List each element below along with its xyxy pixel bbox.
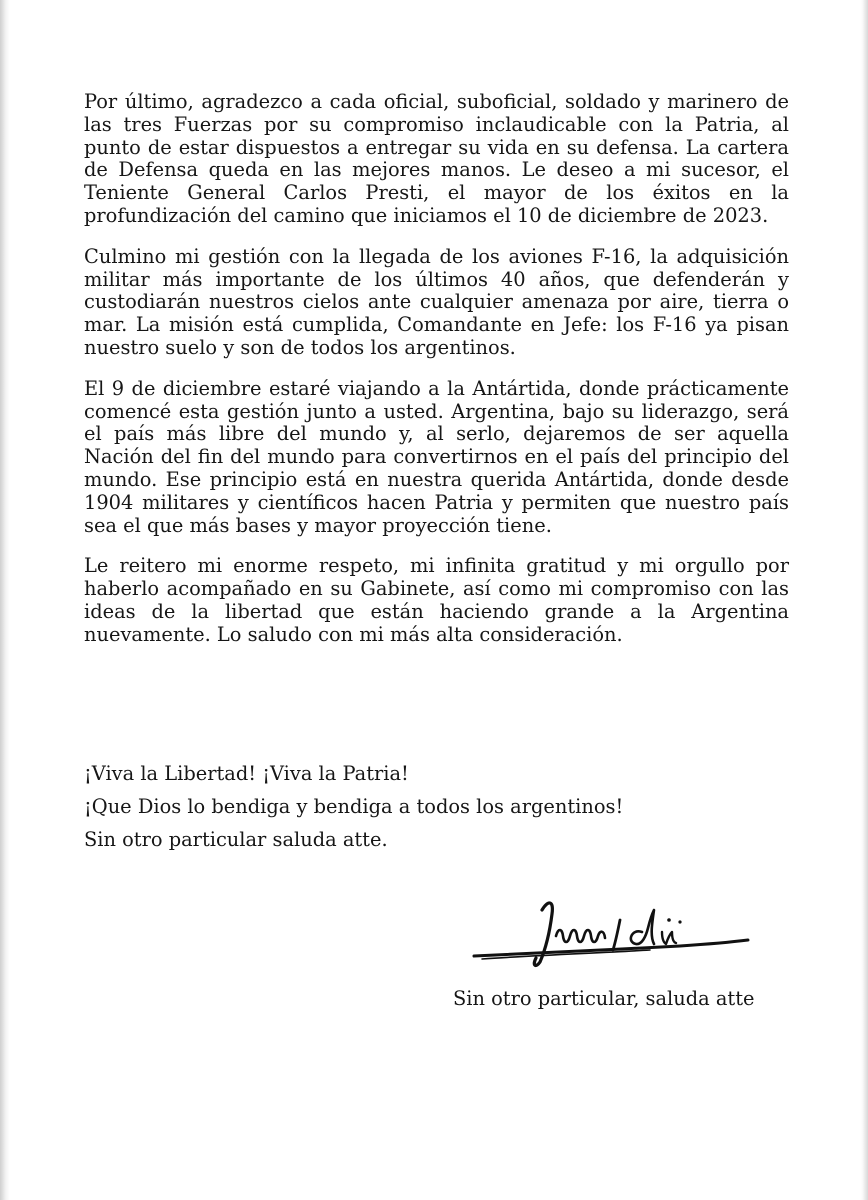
signature-caption: Sin otro particular, saluda atte <box>453 987 755 1010</box>
closing-block <box>84 763 789 862</box>
closing-farewell: Sin otro particular saluda atte. <box>84 828 388 851</box>
handwritten-signature-icon <box>470 890 770 970</box>
closing-viva: ¡Viva la Libertad! ¡Viva la Patria! <box>84 762 409 785</box>
paragraph-f16: Culmino mi gestión con la llegada de los aviones F-16, la adquisición militar más importante de los últimos 40 años, que defenderán y custodiarán nuestros cielos ante cualquier amenaza por aire, tierra o mar. La misión está cumplida, Comandante en Jefe: los F-16 ya pisan nuestro suelo y son de todos los argentinos. <box>84 244 789 359</box>
letter-body <box>84 91 789 665</box>
paragraph-thanks: Por último, agradezco a cada oficial, suboficial, soldado y marinero de las tres Fuerzas por su compromiso inclaudicable con la Patria, al punto de estar dispuestos a entregar su vida en su defensa. La cartera de Defensa queda en las mejores manos. Le deseo a mi sucesor, el Teniente General Carlos Presti, el mayor de los éxitos en la profundización del camino que iniciamos el 10 de diciembre de 2023. <box>84 90 789 227</box>
page-shadow-left <box>0 0 10 1200</box>
paragraph-antarctica: El 9 de diciembre estaré viajando a la Antártida, donde prácticamente comencé esta gestión junto a usted. Argentina, bajo su liderazgo, será el país más libre del mundo y, al serlo, dejaremos de ser aquella Nación del fin del mundo para convertirnos en el país del principio del mundo. Ese principio está en nuestra querida Antártida, donde desde 1904 militares y científicos hacen Patria y permiten que nuestro país sea el que más bases y mayor proyección tiene. <box>84 376 789 537</box>
paragraph-gratitude: Le reitero mi enorme respeto, mi infinita gratitud y mi orgullo por haberlo acompañado en su Gabinete, así como mi compromiso con las ideas de la libertad que están haciendo grande a la Argentina nuevamente. Lo saludo con mi más alta consideración. <box>84 554 789 646</box>
closing-blessing: ¡Que Dios lo bendiga y bendiga a todos los argentinos! <box>84 795 624 818</box>
page-shadow-right <box>860 0 868 1200</box>
